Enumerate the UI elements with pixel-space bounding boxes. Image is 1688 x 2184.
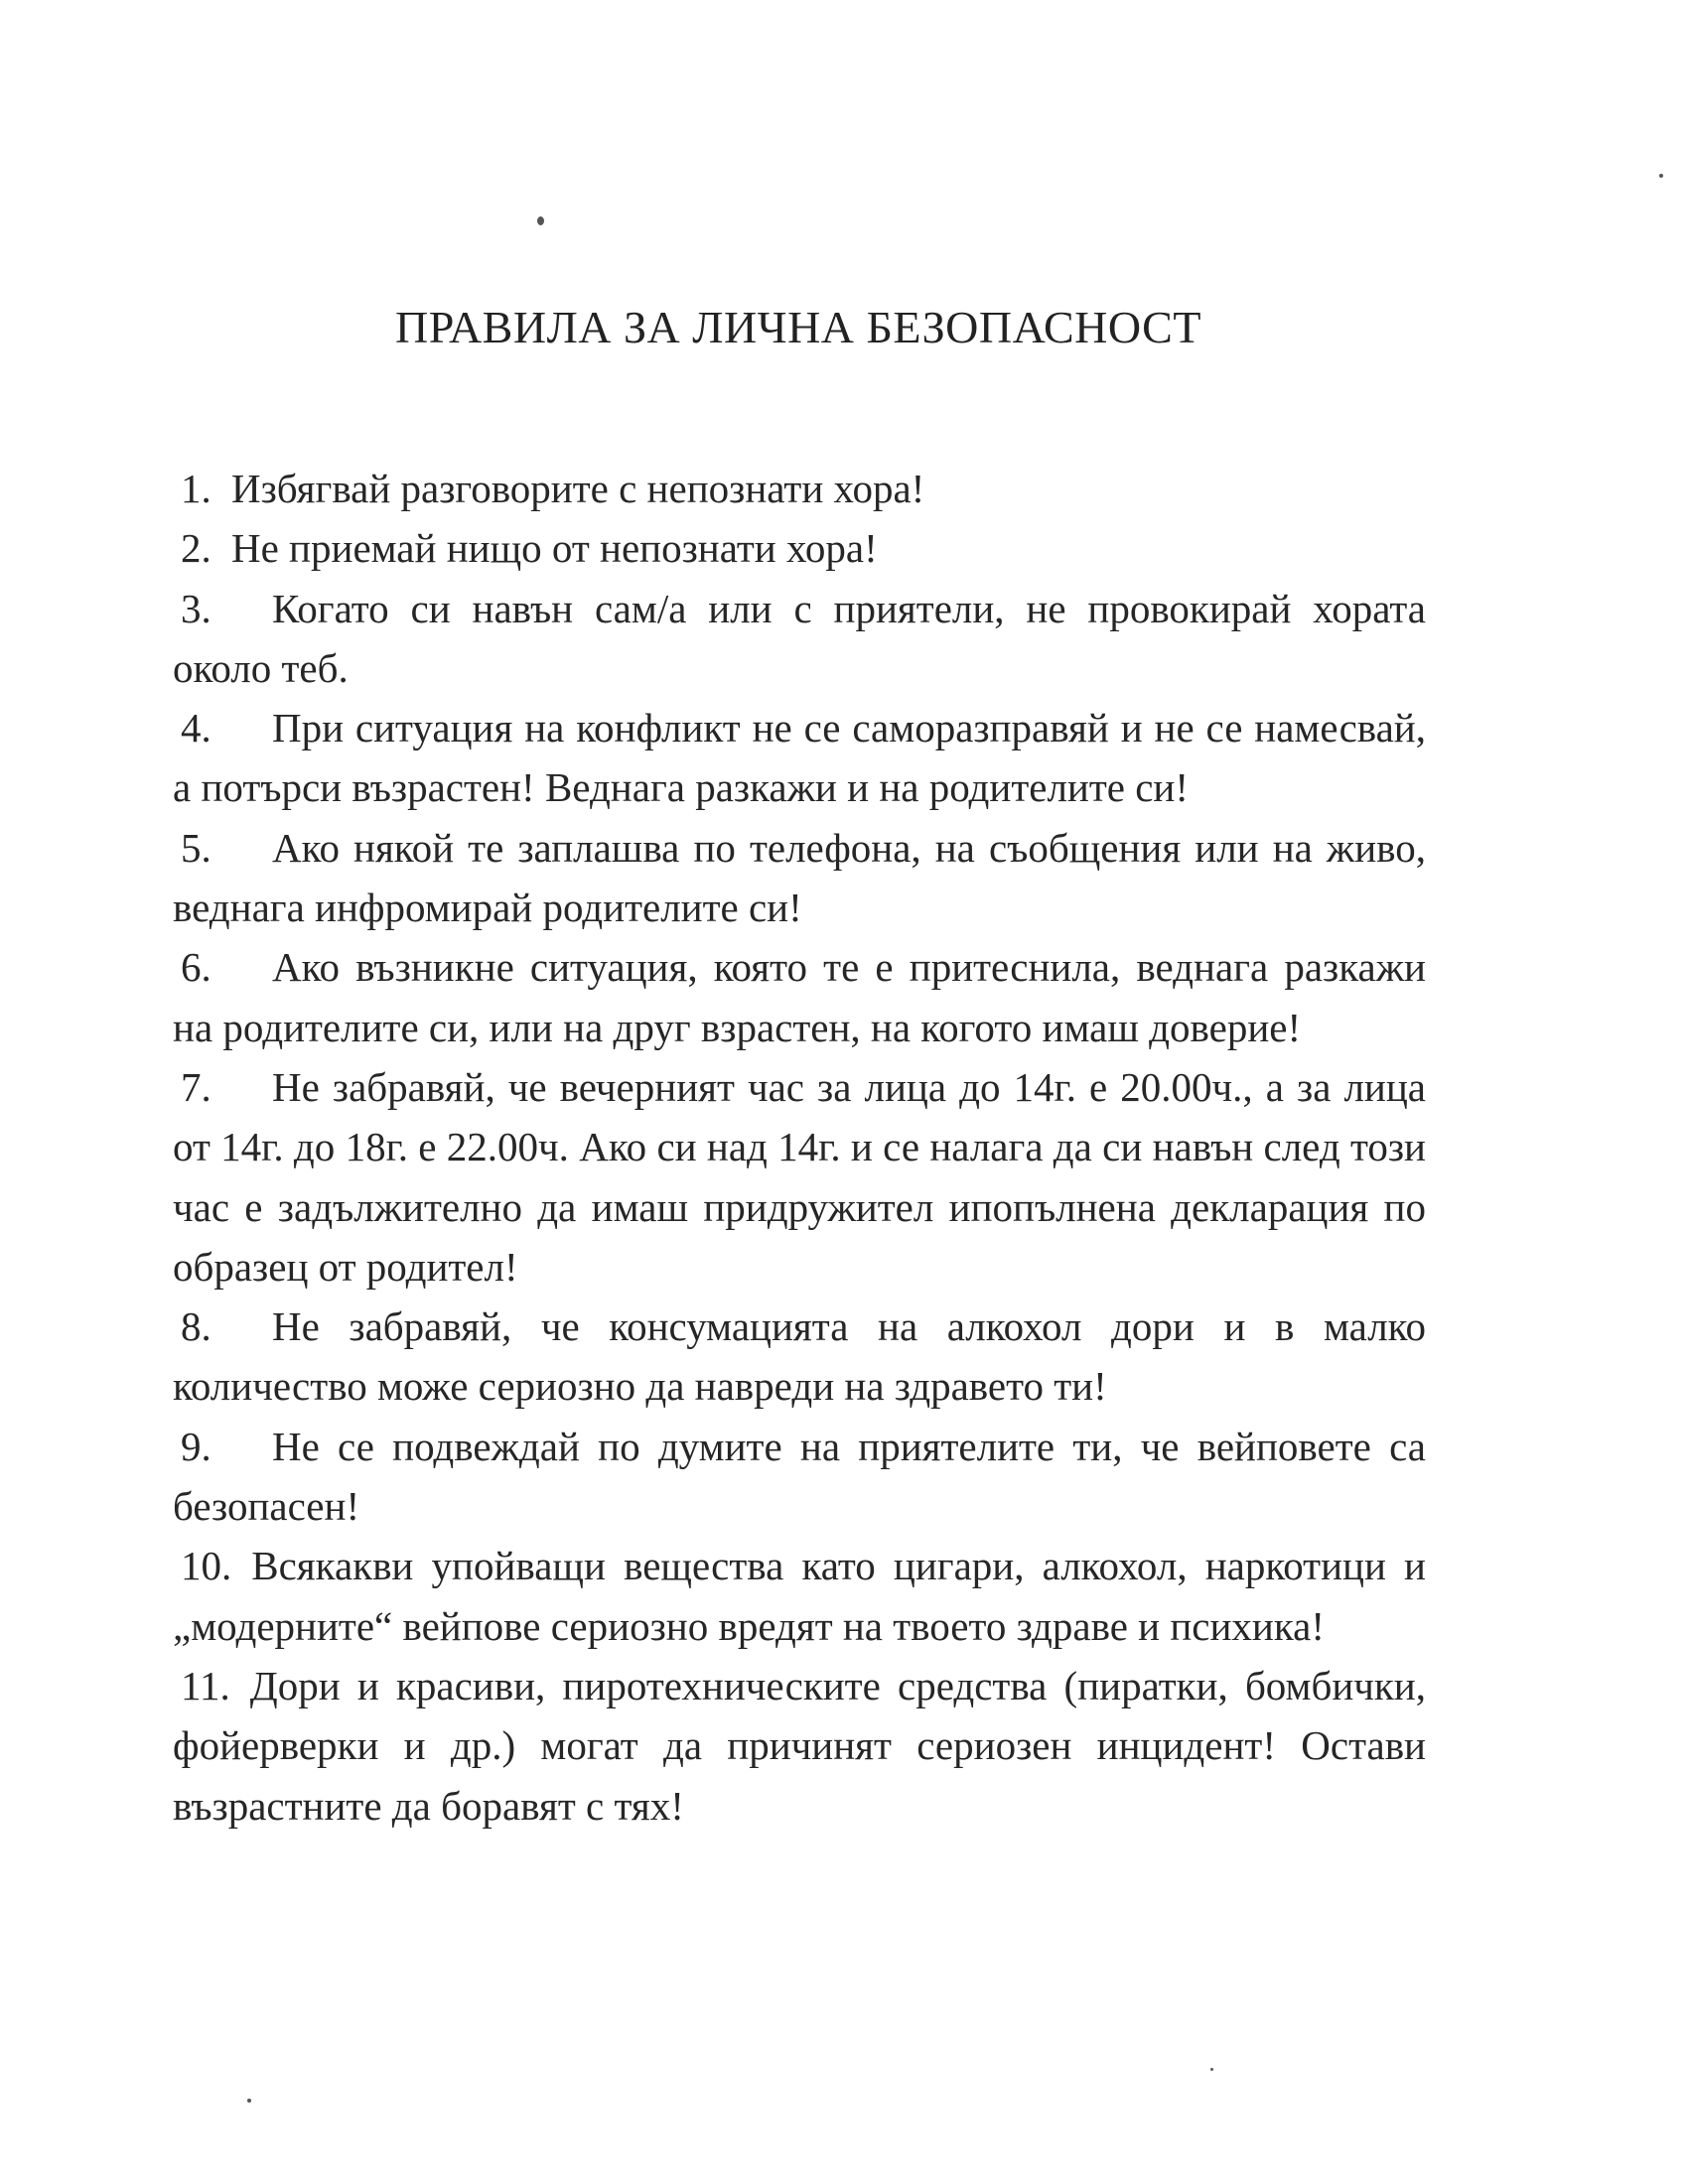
rule-item [173, 1297, 1426, 1417]
rule-item [173, 518, 1426, 578]
scan-speck [537, 216, 544, 225]
rule-item [173, 1057, 1426, 1297]
page-title: ПРАВИЛА ЗА ЛИЧНА БЕЗОПАСНОСТ [395, 302, 1201, 352]
rule-text: Когато си навън сам/а или с приятели, не провокирай хората около теб. [173, 585, 1426, 691]
scan-speck [1659, 174, 1663, 178]
rule-text: Ако някой те заплашва по телефона, на съобщения или на живо, веднага инфромирай родителите си! [173, 824, 1426, 931]
rule-item [173, 1656, 1426, 1836]
rule-number: 3. [181, 585, 211, 631]
rule-number: 2. [181, 525, 211, 572]
rules-list [173, 459, 1426, 1836]
rule-text: Избягвай разговорите с непознати хора! [231, 466, 925, 511]
rule-number: 6. [181, 944, 211, 991]
rule-text: Не се подвеждай по думите на приятелите ти, че вейповете са безопасен! [173, 1423, 1426, 1530]
rule-item [173, 1417, 1426, 1537]
rule-number: 4. [181, 705, 211, 751]
rule-number: 9. [181, 1423, 211, 1469]
rule-text: Дори и красиви, пиротехническите средства (пиратки, бомбички, фойерверки и др.) могат да причинят сериозен инцидент! Остави възрастните да боравят с тях! [173, 1662, 1426, 1829]
scan-speck [1210, 2068, 1213, 2071]
rule-number: 1. [181, 466, 211, 511]
rule-text: Не приемай нищо от непознати хора! [231, 525, 878, 572]
rule-number: 10. [181, 1543, 232, 1589]
rule-item [173, 698, 1426, 818]
rule-text: Ако възникне ситуация, която те е притеснила, веднага разкажи на родителите си, или на друг взрастен, на когото имаш доверие! [173, 944, 1426, 1050]
rule-text: Не забравяй, че консумацията на алкохол дори и в малко количество може сериозно да навреди на здравето ти! [173, 1303, 1426, 1410]
rule-item [173, 579, 1426, 699]
rule-item [173, 818, 1426, 938]
rule-text: Всякакви упойващи вещества като цигари, алкохол, наркотици и „модерните“ вейпове сериозно вредят на твоето здраве и психика! [173, 1543, 1426, 1649]
rule-item [173, 1536, 1426, 1656]
rule-number: 11. [181, 1662, 230, 1708]
rule-text: Не забравяй, че вечерният час за лица до 14г. е 20.00ч., а за лица от 14г. до 18г. е 22.00ч. Ако си над 14г. и се налага да си навън след този час е задължително да имаш придружител ипопълнена декларация по образец от родител! [173, 1063, 1426, 1290]
rule-number: 8. [181, 1303, 211, 1350]
rule-number: 5. [181, 824, 211, 871]
scan-speck [247, 2099, 251, 2103]
rule-item [173, 459, 1426, 518]
rule-number: 7. [181, 1063, 211, 1110]
rule-text: При ситуация на конфликт не се саморазправяй и не се намесвай, а потърси възрастен! Веднага разкажи и на родителите си! [173, 705, 1426, 811]
rule-item [173, 937, 1426, 1057]
